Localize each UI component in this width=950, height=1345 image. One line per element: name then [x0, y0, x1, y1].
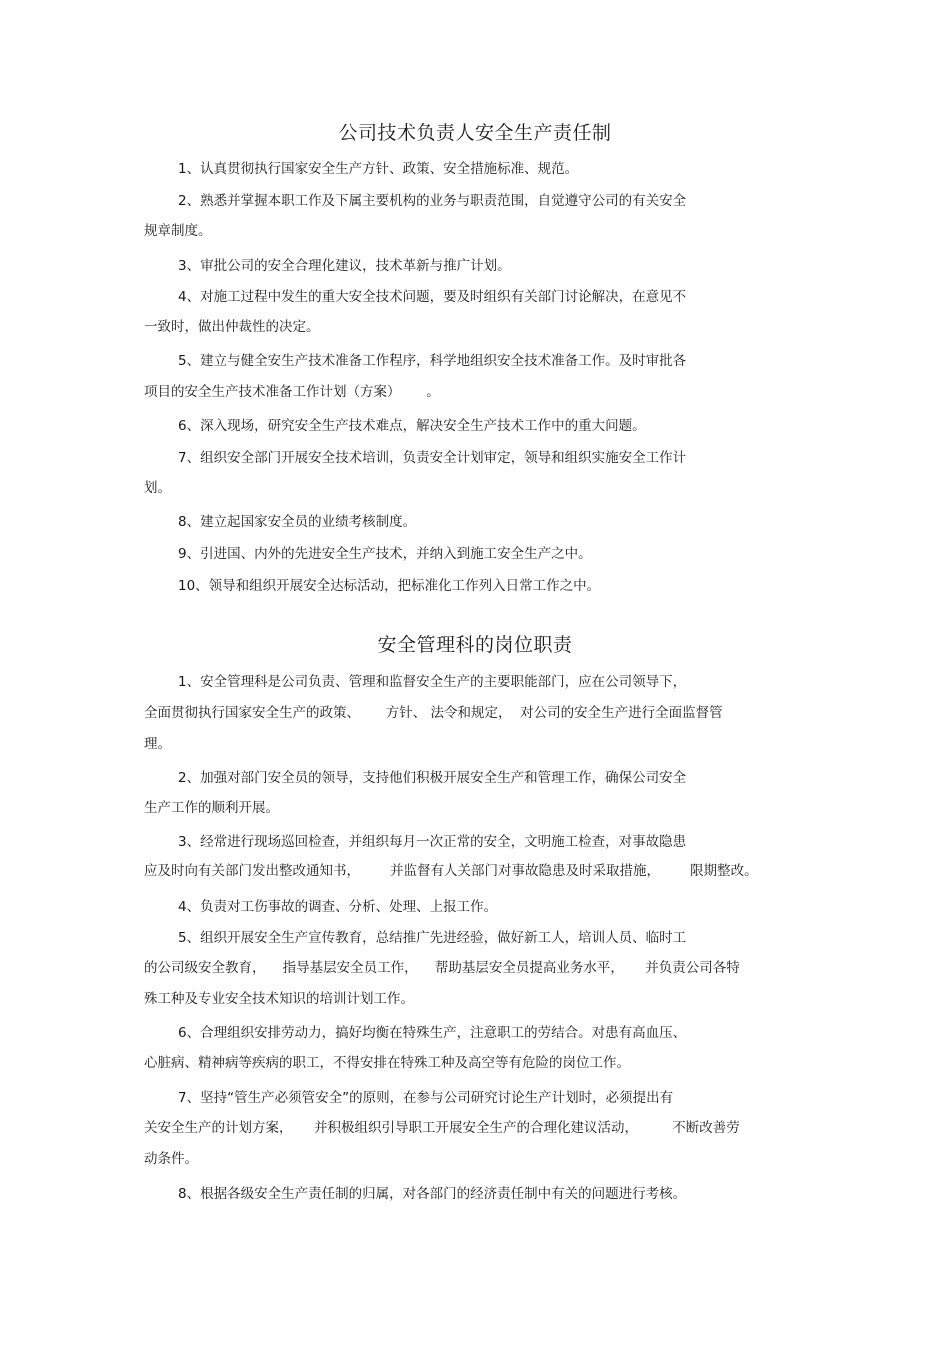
- section-1-line: 7、组织安全部门开展安全技术培训，负责安全计划审定，领导和组织实施安全工作计: [178, 450, 687, 466]
- section-2-line: 6、合理组织安排劳动力，搞好均衡在特殊生产，注意职工的劳结合。对患有高血压、: [178, 1025, 687, 1041]
- section-1-line: 8、建立起国家安全员的业绩考核制度。: [178, 514, 417, 530]
- section-1-line: 项目的安全生产技术准备工作计划（方案） 。: [144, 384, 440, 400]
- section-2-title: 安全管理科的岗位职责: [377, 634, 573, 656]
- section-2-line: 3、经常进行现场巡回检查，并组织每月一次正常的安全，文明施工检查，对事故隐患: [178, 834, 687, 850]
- section-2-line: 生产工作的顺利开展。: [144, 800, 279, 816]
- section-2-line: 动条件。: [144, 1151, 198, 1167]
- section-2-line: 5、组织开展安全生产宣传教育，总结推广先进经验，做好新工人，培训人员、临时工: [178, 930, 687, 946]
- section-2-line: 关安全生产的计划方案， 并积极组织引导职工开展安全生产的合理化建议活动， 不断改善劳: [144, 1120, 740, 1136]
- section-1-line: 4、对施工过程中发生的重大安全技术问题，要及时组织有关部门讨论解决，在意见不: [178, 289, 687, 305]
- section-1-line: 一致时，做出仲裁性的决定。: [144, 319, 320, 335]
- section-1-line: 规章制度。: [144, 223, 212, 239]
- section-1-line: 划。: [144, 480, 171, 496]
- section-1-line: 1、认真贯彻执行国家安全生产方针、政策、安全措施标准、规范。: [178, 161, 579, 177]
- section-2-line: 心脏病、精神病等疾病的职工，不得安排在特殊工种及高空等有危险的岗位工作。: [144, 1055, 630, 1071]
- section-1-line: 6、深入现场，研究安全生产技术难点，解决安全生产技术工作中的重大问题。: [178, 418, 646, 434]
- section-1-title: 公司技术负责人安全生产责任制: [338, 122, 612, 144]
- section-2-line: 1、安全管理科是公司负责、管理和监督安全生产的主要职能部门，应在公司领导下，: [178, 674, 687, 690]
- section-1-line: 9、引进国、内外的先进安全生产技术，并纳入到施工安全生产之中。: [178, 546, 592, 562]
- section-2-line: 8、根据各级安全生产责任制的归属，对各部门的经济责任制中有关的问题进行考核。: [178, 1186, 687, 1202]
- section-1-line: 3、审批公司的安全合理化建议，技术革新与推广计划。: [178, 258, 511, 274]
- section-2-line: 4、负责对工伤事故的调查、分析、处理、上报工作。: [178, 899, 498, 915]
- section-2-line: 7、坚持“管生产必须管安全”的原则，在参与公司研究讨论生产计划时，必须提出有: [178, 1090, 674, 1106]
- section-2-line: 全面贯彻执行国家安全生产的政策、 方针、 法令和规定， 对公司的安全生产进行全面监督管: [144, 705, 723, 721]
- section-2-line: 应及时向有关部门发出整改通知书， 并监督有人关部门对事故隐患及时采取措施， 限期整改。: [144, 863, 758, 879]
- section-2-line: 2、加强对部门安全员的领导，支持他们积极开展安全生产和管理工作，确保公司安全: [178, 770, 687, 786]
- section-2-line: 殊工种及专业安全技术知识的培训计划工作。: [144, 991, 414, 1007]
- section-2-line: 理。: [144, 736, 171, 752]
- section-1-line: 2、熟悉并掌握本职工作及下属主要机构的业务与职责范围，自觉遵守公司的有关安全: [178, 193, 687, 209]
- section-2-line: 的公司级安全教育， 指导基层安全员工作， 帮助基层安全员提高业务水平， 并负责公司各特: [144, 960, 740, 976]
- section-1-line: 5、建立与健全安生产技术准备工作程序，科学地组织安全技术准备工作。及时审批各: [178, 353, 687, 369]
- section-1-line: 10、领导和组织开展安全达标活动，把标准化工作列入日常工作之中。: [178, 578, 601, 594]
